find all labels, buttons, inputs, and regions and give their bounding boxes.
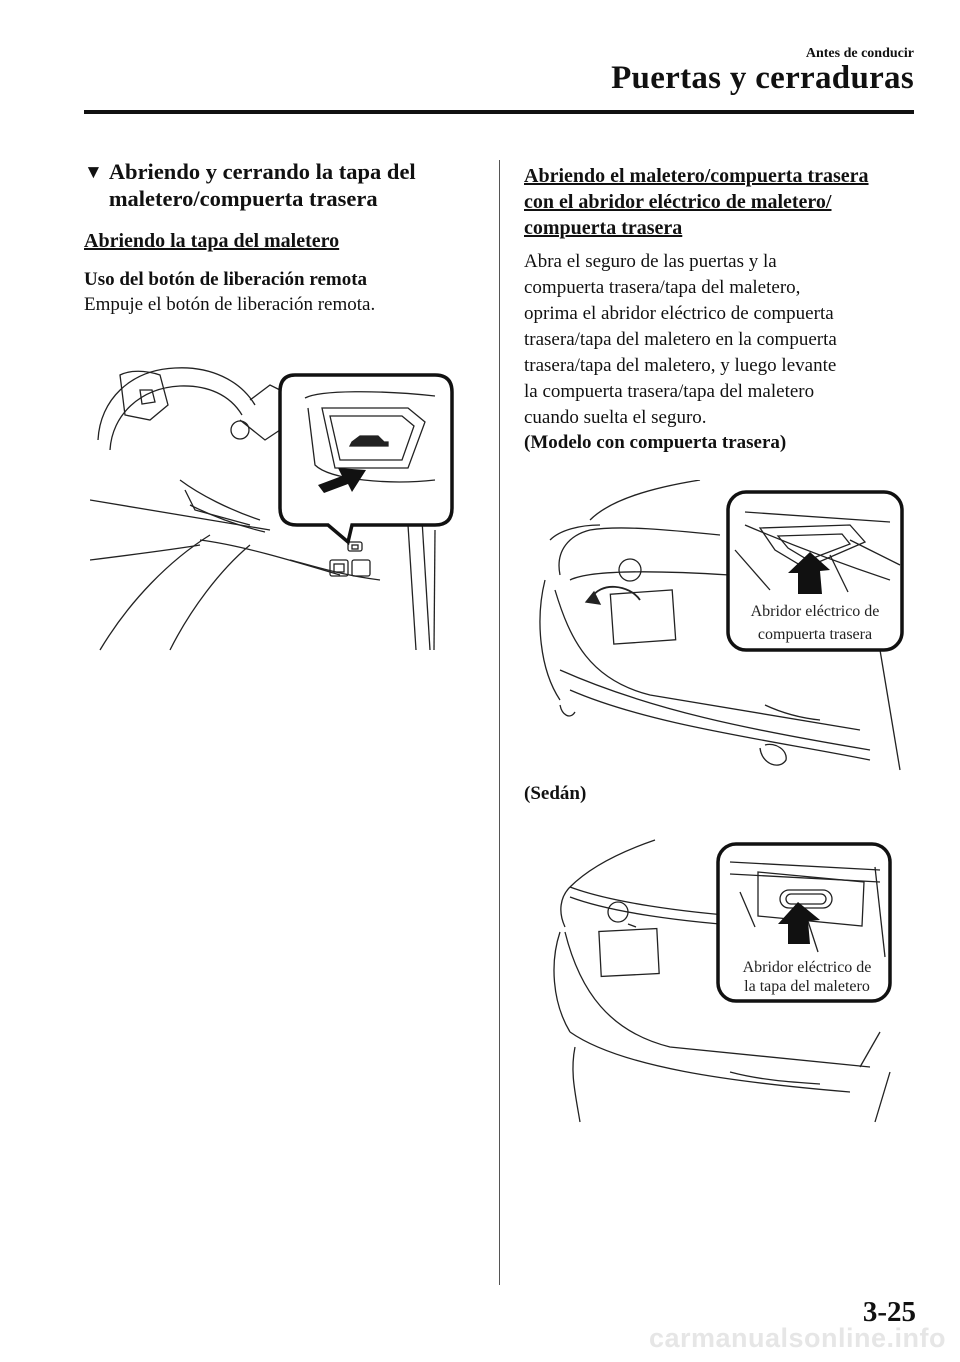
body-line: la compuerta trasera/tapa del maletero bbox=[524, 381, 815, 402]
column-divider bbox=[499, 160, 500, 1285]
heading-line-2: maletero/compuerta trasera bbox=[108, 186, 378, 211]
left-column bbox=[84, 158, 484, 318]
header-section-label: Antes de conducir bbox=[805, 46, 914, 61]
subheading-line-1: Abriendo el maletero/compuerta trasera bbox=[524, 165, 869, 187]
subheading-line-2: con el abridor eléctrico de maletero/ bbox=[524, 191, 832, 213]
liftgate-opener-callout bbox=[732, 602, 898, 645]
callout-line: Abridor eléctrico de bbox=[742, 959, 872, 976]
body-line: trasera/tapa del maletero en la compuerta bbox=[524, 329, 837, 350]
body-line: oprima el abridor eléctrico de compuerta bbox=[524, 303, 834, 324]
subheading-line-3: compuerta trasera bbox=[524, 217, 683, 239]
body-line: cuando suelta el seguro. bbox=[524, 407, 707, 428]
watermark: carmanualsonline.info bbox=[648, 1323, 946, 1353]
callout-line: la tapa del maletero bbox=[744, 978, 870, 995]
trunk-lid-opener-callout bbox=[722, 958, 892, 996]
body-line: trasera/tapa del maletero, y luego levante bbox=[524, 355, 837, 376]
callout-line: Abridor eléctrico de bbox=[750, 603, 880, 620]
subheading-trunk-lid: Abriendo la tapa del maletero bbox=[84, 230, 340, 252]
remote-release-text: Empuje el botón de liberación remota. bbox=[84, 294, 376, 315]
right-column bbox=[524, 163, 924, 455]
header-rule bbox=[84, 110, 914, 114]
electric-opener-body bbox=[524, 249, 924, 431]
section-heading bbox=[84, 158, 484, 212]
model-liftgate-label: (Modelo con compuerta trasera) bbox=[524, 432, 787, 453]
page-title: Puertas y cerraduras bbox=[611, 60, 914, 96]
subheading-electric-opener bbox=[524, 163, 924, 241]
remote-release-illustration bbox=[90, 360, 460, 655]
body-line: Abra el seguro de las puertas y la bbox=[524, 251, 777, 272]
body-line: compuerta trasera/tapa del maletero, bbox=[524, 277, 801, 298]
heading-line-1: Abriendo y cerrando la tapa del bbox=[108, 159, 416, 184]
page-number: 3-25 bbox=[862, 1296, 916, 1328]
triangle-bullet-icon: ▼ bbox=[84, 162, 103, 183]
model-sedan-label: (Sedán) bbox=[524, 783, 587, 804]
callout-line: compuerta trasera bbox=[757, 626, 873, 643]
remote-release-heading: Uso del botón de liberación remota bbox=[84, 269, 368, 290]
